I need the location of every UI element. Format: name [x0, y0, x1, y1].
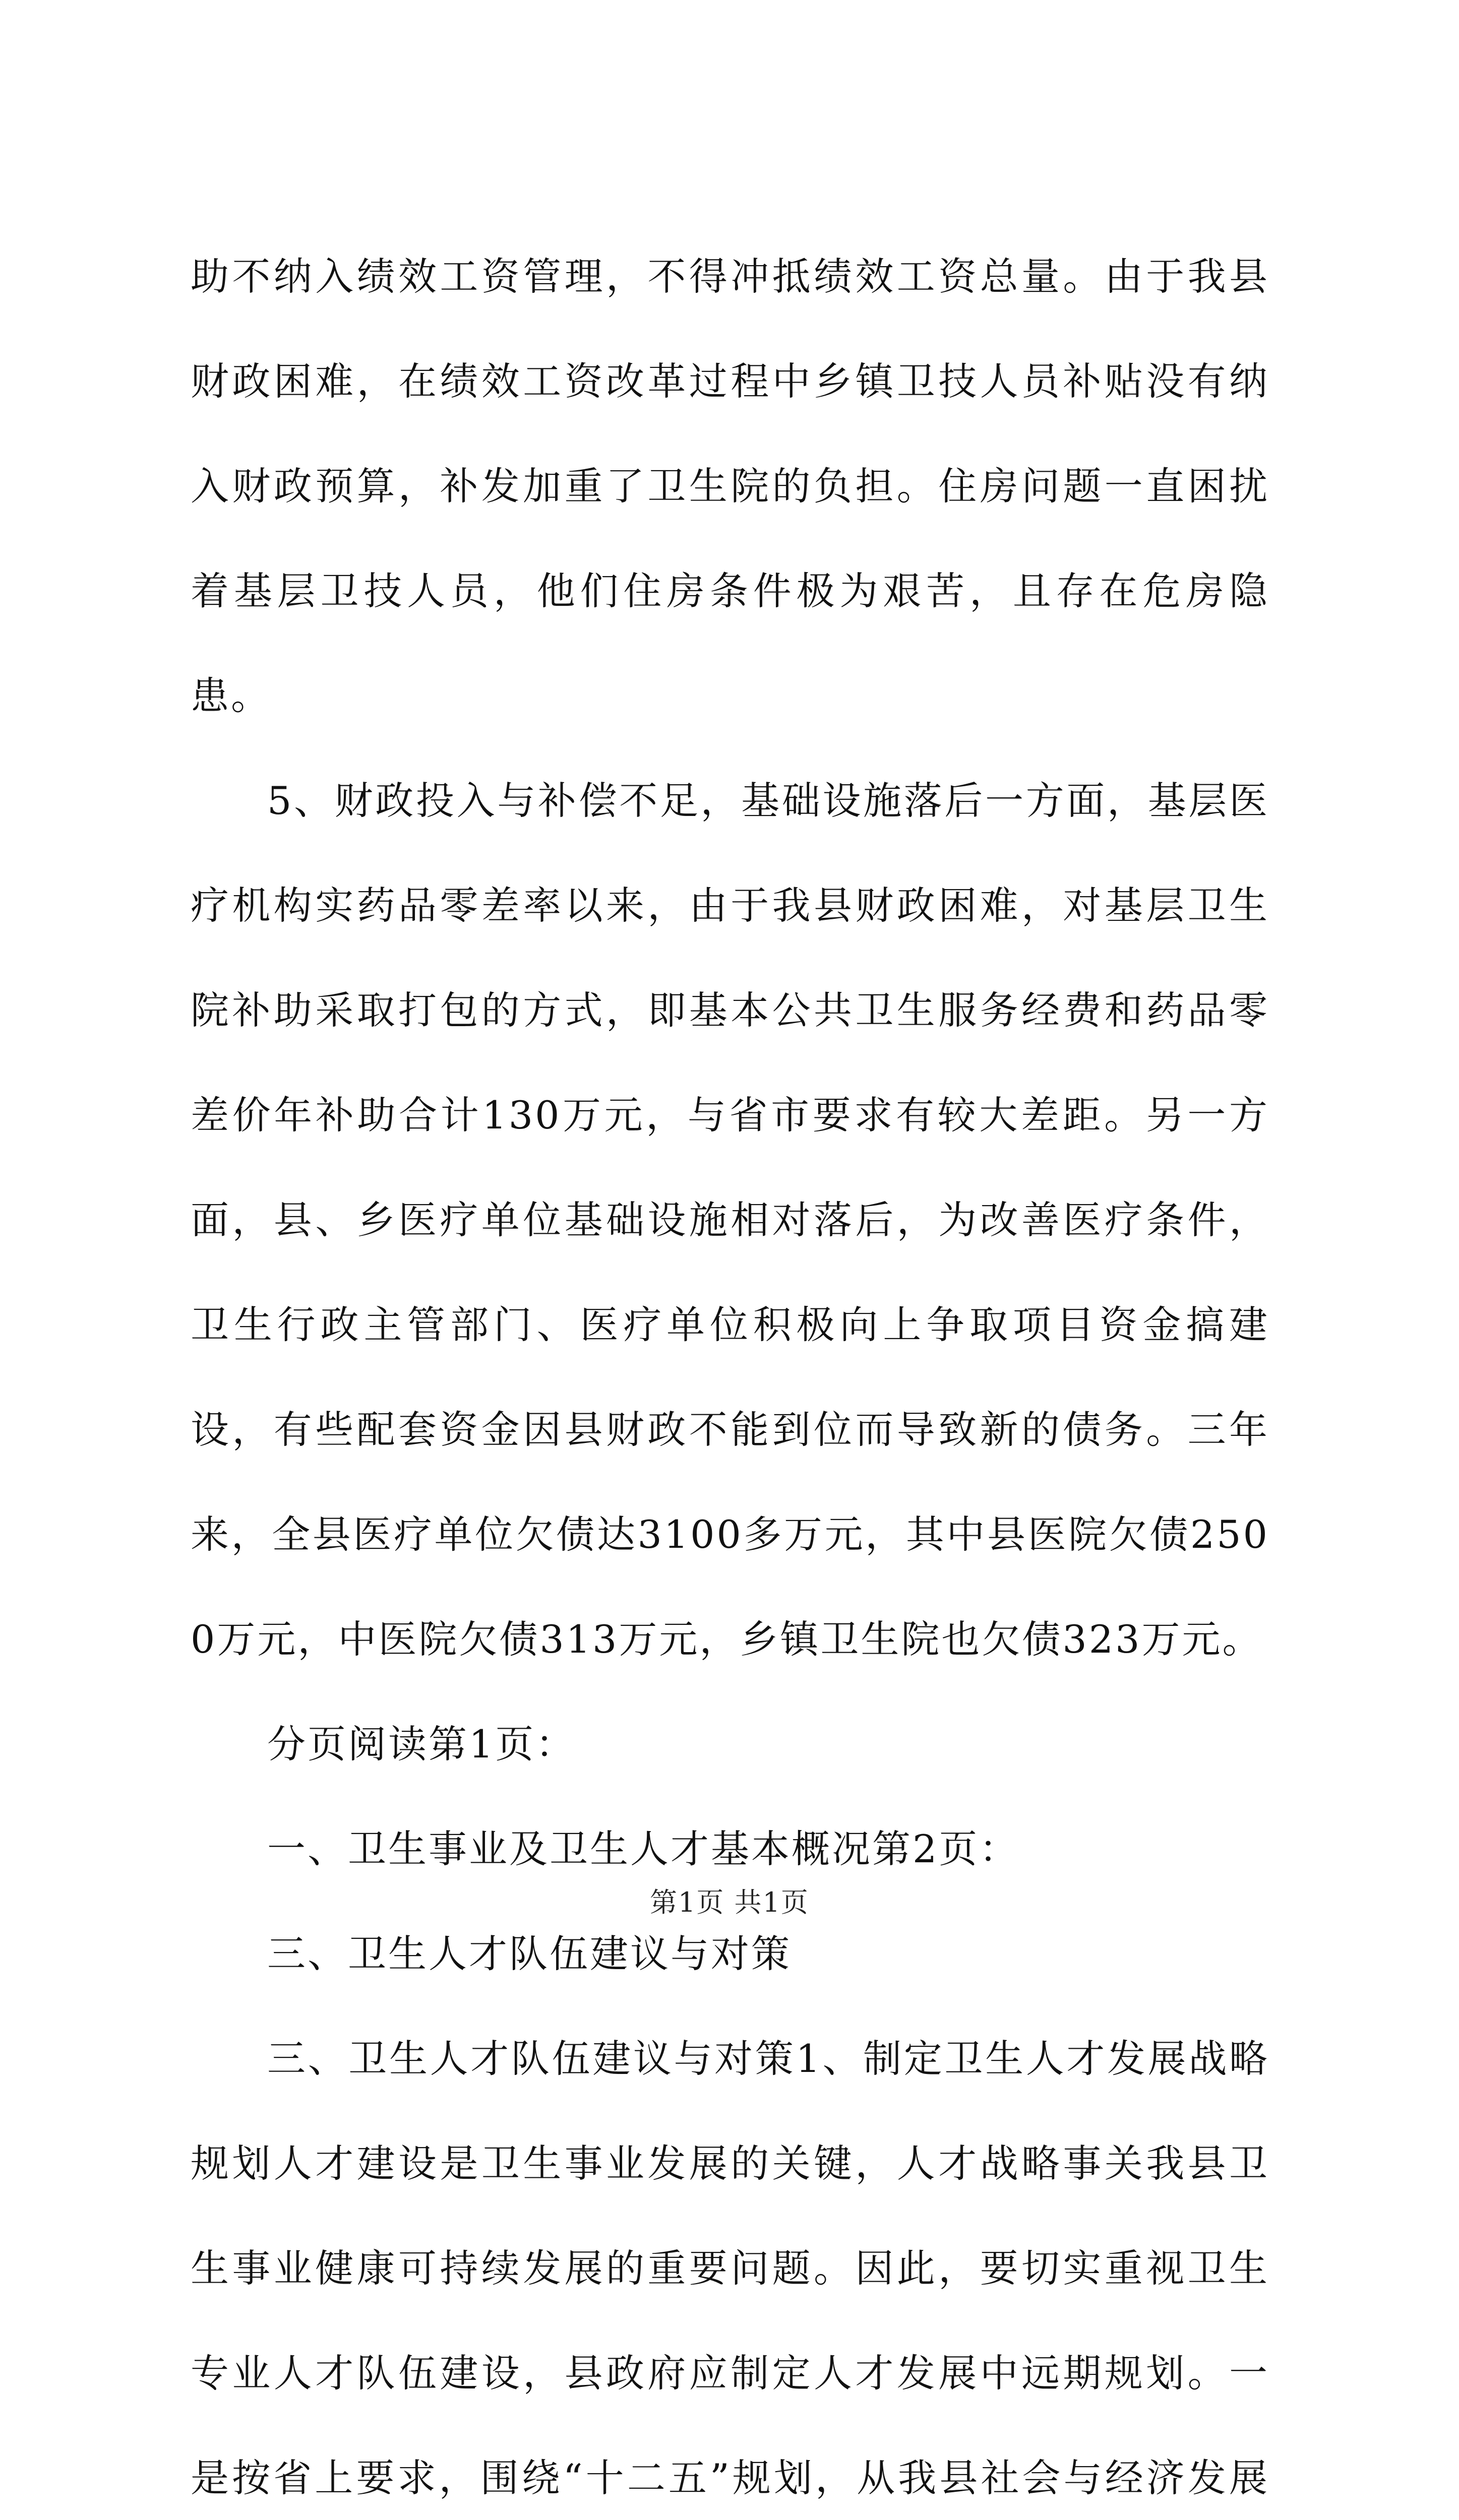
- document-body: [191, 224, 1269, 2520]
- page-footer: 第1页 共1页: [650, 1886, 809, 1918]
- paragraph-talent-strategy: 三、卫生人才队伍建议与对策1、制定卫生人才发展战略规划人才建设是卫生事业发展的关键，人才战略事关我县卫生事业健康可持续发展的重要问题。因此，要切实重视卫生专业人才队伍建设，县政府应制定人才发展中远期规划。一是按省上要求，围绕“十二五”规划，从我县社会与经济发展: [191, 2036, 1269, 2500]
- paragraph-subsidy-housing: 助不纳入绩效工资管理，不得冲抵绩效工资总量。由于我县财政困难，在绩效工资改革过程中乡镇卫技人员补贴没有纳入财政预算，补发加重了卫生院的负担。住房问题一直困扰着基层卫技人员，他们住房条件极为艰苦，且存在危房隐患。: [191, 254, 1269, 718]
- paragraph-page-nav-1: 分页阅读第1页：: [267, 1722, 576, 1767]
- paragraph-page-nav-2: 一、卫生事业及卫生人才基本概况第2页：: [267, 1826, 1020, 1871]
- section-heading: 三、卫生人才队伍建议与对策: [267, 1931, 792, 1976]
- paragraph-financial-investment: 5、财政投入与补偿不足，基础设施落后一方面，基层医疗机构实药品零差率以来，由于我县财政困难，对基层卫生院补助采取打包的方式，即基本公共卫生服务经费和药品零差价年补助合计130万元，与省市要求有较大差距。另一方面，县、乡医疗单位基础设施相对落后，为改善医疗条件，卫生行政主管部门、医疗单位积极向上争取项目资金搞建设，有些配套资金因县财政不能到位而导致新的债务。三年来，全县医疗单位欠债达3100多万元，其中县医院欠债2500万元，中医院欠债313万元，乡镇卫生院也欠债323万元。: [191, 778, 1269, 1662]
